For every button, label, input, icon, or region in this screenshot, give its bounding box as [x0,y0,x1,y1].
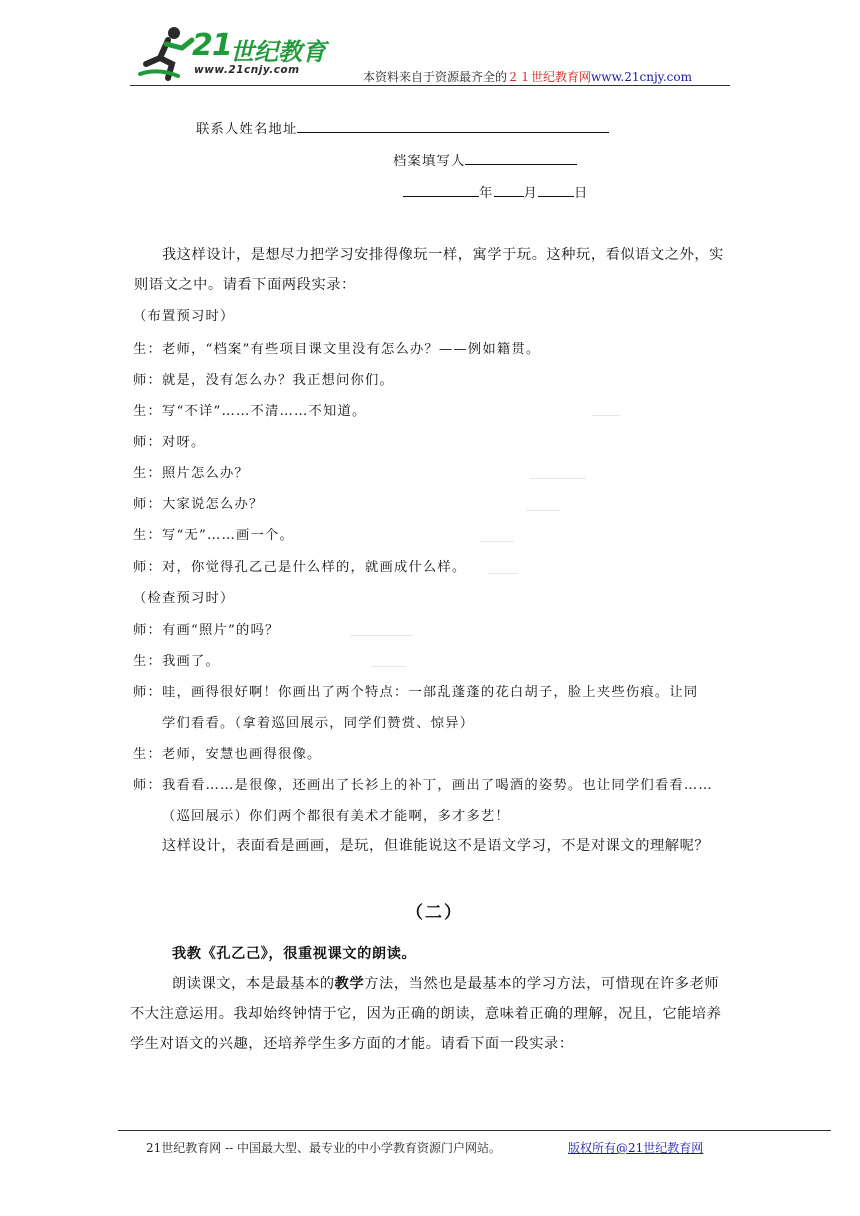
logo-url: www.21cnjy.com [194,64,300,76]
scan-artifact [372,666,406,667]
scan-artifact [488,573,518,574]
dialogue-line: 师：哇，画得很好啊！你画出了两个特点：一部乱蓬蓬的花白胡子，脸上夹些伤痕。让同 [133,685,699,700]
scan-artifact [526,510,560,511]
month-blank [494,184,524,197]
dialogue-line: 师：有画“照片”的吗？ [133,623,280,638]
footer-text: 21世纪教育网 -- 中国最大型、最专业的中小学教育资源门户网站。 [146,1141,502,1155]
dialogue-line: 师：对呀。 [133,435,206,450]
contact-label: 联系人姓名地址 [196,122,298,137]
filler-field [393,150,577,169]
paragraph-text: 朗读课文，本是最基本的 [172,976,335,992]
header-note-prefix: 本资料来自于资源最齐全的 [363,70,508,84]
paragraph-line-3: 学生对语文的兴趣，还培养学生多方面的才能。请看下面一段实录： [130,1036,574,1052]
paragraph-emphasis: 教学 [334,976,365,992]
day-blank [538,184,574,197]
paragraph-line-2: 不大注意运用。我却始终钟情于它，因为正确的朗读，意味着正确的理解，况且，它能培养 [130,1006,722,1022]
filler-label: 档案填写人 [393,154,466,169]
contact-blank [297,120,609,133]
scan-artifact [350,635,412,636]
header-site-name: ２１世纪教育网 [507,70,592,84]
logo-number: 21 [192,28,232,63]
dialogue-line: 生：写“无”……画一个。 [133,528,294,543]
running-figure-icon [138,24,198,84]
year-blank [403,184,479,197]
contact-field [196,118,609,137]
dialogue-line: 生：老师，安慧也画得很像。 [133,747,322,762]
scene-note-check: （检查预习时） [133,591,235,606]
dialogue-line: 师：就是，没有怎么办？我正想问你们。 [133,373,394,388]
dialogue-line: 生：我画了。 [133,654,220,669]
dialogue-line: 生：照片怎么办？ [133,466,249,481]
footer-copyright-link[interactable]: 版权所有@21世纪教育网 [568,1141,704,1155]
section-heading: （二） [406,903,463,923]
footer-divider [118,1130,831,1131]
dialogue-line: 师：我看看……是很像，还画出了长衫上的补丁，画出了喝酒的姿势。也让同学们看看…… [133,778,713,793]
dialogue-line-cont: （巡回展示）你们两个都很有美术才能啊，多才多艺！ [162,809,510,824]
dialogue-line: 师：大家说怎么办？ [133,497,264,512]
month-label: 月 [523,186,538,201]
intro-line-1: 我这样设计，是想尽力把学习安排得像玩一样，寓学于玩。这种玩，看似语文之外，实 [162,247,724,263]
scan-artifact [480,541,514,542]
scene-note-assign: （布置预习时） [133,309,235,324]
paragraph-line-1 [172,973,719,993]
paragraph-text: 方法，当然也是最基本的学习方法，可惜现在许多老师 [364,976,720,992]
intro-line-2: 则语文之中。请看下面两段实录： [134,277,356,293]
dialogue-line: 生：老师，“档案”有些项目课文里没有怎么办？——例如籍贯。 [133,342,541,357]
header-site-url[interactable]: www.21cnjy.com [591,70,692,84]
dialogue-line-cont: 学们看看。（拿着巡回展示，同学们赞赏、惊异） [162,716,475,731]
dialogue-line: 师：对，你觉得孔乙己是什么样的，就画成什么样。 [133,560,467,575]
dialogue-line: 生：写“不详”……不清……不知道。 [133,404,367,419]
scan-artifact [530,478,586,479]
conclusion-text: 这样设计，表面看是画画，是玩，但谁能说这不是语文学习，不是对课文的理解呢？ [162,838,710,854]
header-note [363,68,692,85]
date-field [403,182,589,201]
header-divider [130,85,730,86]
scan-artifact [592,415,620,416]
year-label: 年 [479,186,494,201]
logo-title: 世纪教育 [230,38,326,66]
site-logo [138,24,338,86]
section-subtitle: 我教《孔乙己》，很重视课文的朗读。 [172,946,417,962]
filler-blank [465,152,577,165]
day-label: 日 [574,186,589,201]
